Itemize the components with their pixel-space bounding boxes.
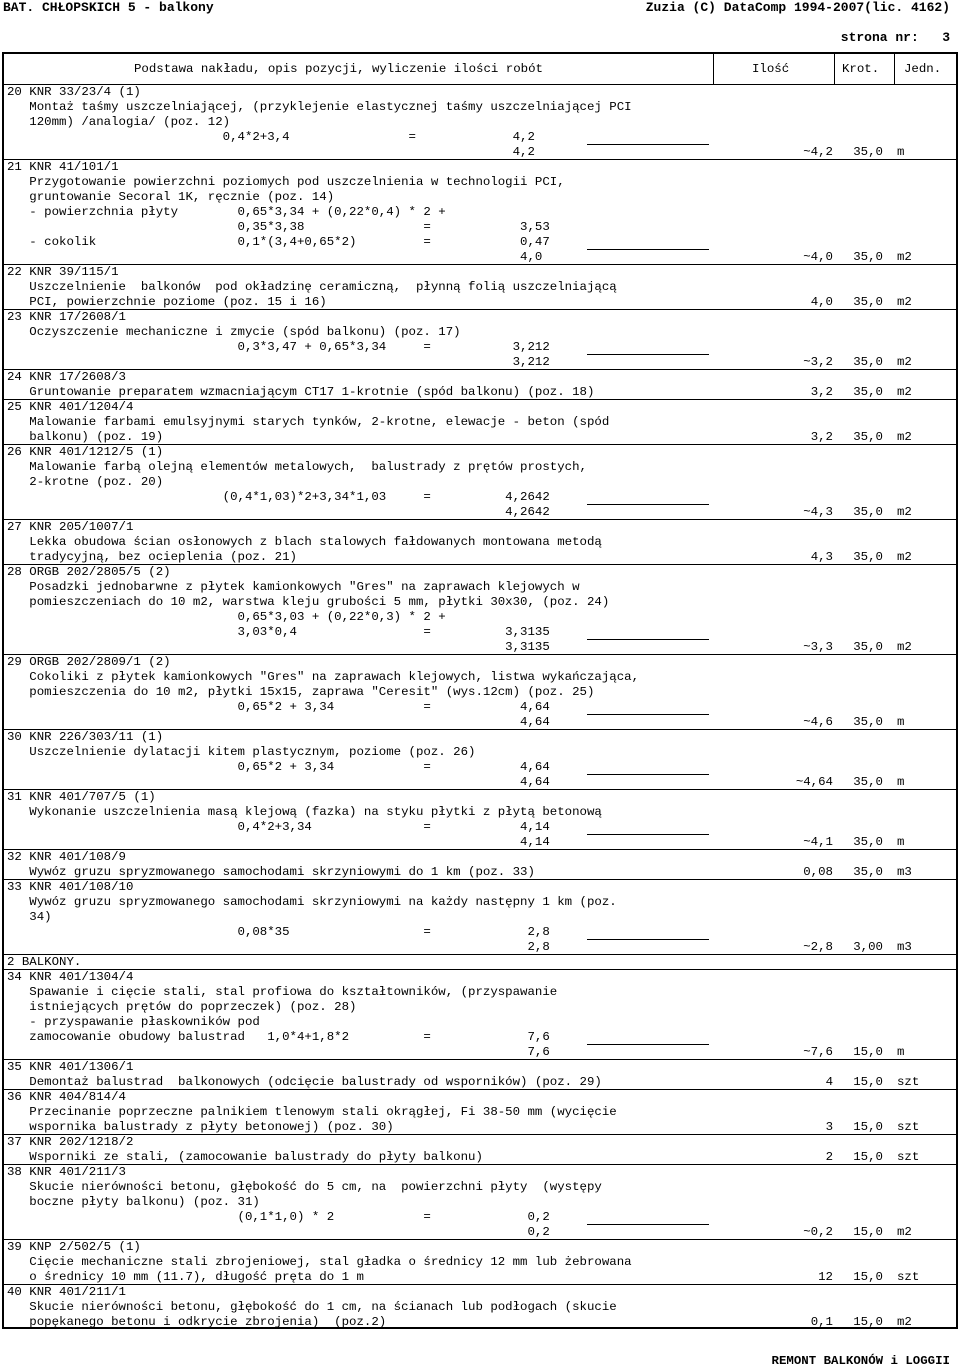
table-row-text: 0,35*3,38 = 3,53 xyxy=(7,220,550,234)
table-row-text: - powierzchnia płyty 0,65*3,34 + (0,22*0,4) * 2 + xyxy=(7,205,446,219)
unit-cell: m2 xyxy=(897,385,912,399)
table-row-text: 26 KNR 401/1212/5 (1) xyxy=(7,445,164,459)
subtotal-underline xyxy=(587,504,709,505)
table-row-text: 4,64 xyxy=(7,715,550,729)
table-row-text: Malowanie farbą olejną elementów metalowych, balustrady z prętów prostych, xyxy=(7,460,587,474)
table-row-text: 2,8 xyxy=(7,940,550,954)
table-row-text: Spawanie i cięcie stali, stal profiowa do kształtowników, (przyspawanie xyxy=(7,985,558,999)
table-row-text: pomieszczenia do 10 m2, płytki 15x15, zaprawa "Ceresit" (wys.12cm) (poz. 25) xyxy=(7,685,595,699)
multiplier-cell: 35,0 xyxy=(853,715,883,729)
table-row-text: 29 ORGB 202/2809/1 (2) xyxy=(7,655,171,669)
multiplier-cell: 35,0 xyxy=(853,865,883,879)
table-row-text: popękanego betonu i odkrycie zbrojenia) (poz.2) xyxy=(7,1315,387,1329)
quantity-cell: ~7,6 xyxy=(803,1045,833,1059)
row-separator xyxy=(4,1239,956,1240)
table-row-text: Cokoliki z płytek kamionkowych "Gres" na zaprawach klejowych, listwa wykańczająca, xyxy=(7,670,640,684)
row-separator xyxy=(4,369,956,370)
table-row-text: 35 KNR 401/1306/1 xyxy=(7,1060,134,1074)
table-row-text: 3,212 xyxy=(7,355,550,369)
multiplier-cell: 35,0 xyxy=(853,775,883,789)
multiplier-cell: 15,0 xyxy=(853,1075,883,1089)
table-row-text: (0,4*1,03)*2+3,34*1,03 = 4,2642 xyxy=(7,490,550,504)
header-right: Zuzia (C) DataComp 1994-2007(lic. 4162) xyxy=(645,0,950,15)
quantity-cell: 12 xyxy=(818,1270,833,1284)
multiplier-cell: 35,0 xyxy=(853,430,883,444)
table-row-text: Montaż taśmy uszczelniającej, (przyklejenie elastycznej taśmy uszczelniającej PCI xyxy=(7,100,632,114)
table-row-text: - przyspawanie płaskowników pod xyxy=(7,1015,260,1029)
subtotal-underline xyxy=(587,1044,709,1045)
table-row-text: Wywóz gruzu spryzmowanego samochodami skrzyniowymi do 1 km (poz. 33) xyxy=(7,865,535,879)
table-row-text: 28 ORGB 202/2805/5 (2) xyxy=(7,565,171,579)
row-separator xyxy=(4,1059,956,1060)
unit-cell: m xyxy=(897,1045,905,1059)
multiplier-cell: 15,0 xyxy=(853,1315,883,1329)
col-header-description: Podstawa nakładu, opis pozycji, wyliczenie ilości robót xyxy=(134,62,543,76)
quantity-cell: 0,1 xyxy=(810,1315,833,1329)
col-header-unit: Jedn. xyxy=(904,62,942,76)
subtotal-underline xyxy=(587,144,709,145)
unit-cell: m2 xyxy=(897,505,912,519)
table-row-text: 2-krotne (poz. 20) xyxy=(7,475,164,489)
header-left: BAT. CHŁOPSKICH 5 - balkony xyxy=(3,0,214,15)
quantity-cell: 4,3 xyxy=(810,550,833,564)
unit-cell: m3 xyxy=(897,865,912,879)
quantity-cell: 4,0 xyxy=(810,295,833,309)
multiplier-cell: 35,0 xyxy=(853,640,883,654)
unit-cell: m2 xyxy=(897,1225,912,1239)
table-row-text: Wywóz gruzu spryzmowanego samochodami skrzyniowymi na każdy następny 1 km (poz. xyxy=(7,895,617,909)
table-row-text: 7,6 xyxy=(7,1045,550,1059)
subtotal-underline xyxy=(587,939,709,940)
table-row-text: balkonu) (poz. 19) xyxy=(7,430,164,444)
table-row-text: Oczyszczenie mechaniczne i zmycie (spód balkonu) (poz. 17) xyxy=(7,325,461,339)
col-divider-quantity xyxy=(834,54,835,84)
unit-cell: m2 xyxy=(897,640,912,654)
quantity-cell: ~3,3 xyxy=(803,640,833,654)
table-row-text: (0,1*1,0) * 2 = 0,2 xyxy=(7,1210,550,1224)
subtotal-underline xyxy=(587,774,709,775)
quantity-cell: 4 xyxy=(825,1075,833,1089)
subtotal-underline xyxy=(587,834,709,835)
subtotal-underline xyxy=(587,249,709,250)
table-row-text: 0,65*2 + 3,34 = 4,64 xyxy=(7,700,550,714)
unit-cell: m2 xyxy=(897,550,912,564)
cost-table xyxy=(2,52,958,1329)
table-row-text: pomieszczeniach do 10 m2, warstwa kleju grubości 5 mm, płytki 30x30, (poz. 24) xyxy=(7,595,610,609)
row-separator xyxy=(4,399,956,400)
multiplier-cell: 35,0 xyxy=(853,250,883,264)
unit-cell: m2 xyxy=(897,295,912,309)
multiplier-cell: 15,0 xyxy=(853,1270,883,1284)
row-separator xyxy=(4,954,956,955)
table-row-text: Gruntowanie preparatem wzmacniającym CT17 1-krotnie (spód balkonu) (poz. 18) xyxy=(7,385,595,399)
table-row-text: PCI, powierzchnie poziome (poz. 15 i 16) xyxy=(7,295,327,309)
quantity-cell: 3,2 xyxy=(810,430,833,444)
footer-title: REMONT BALKONÓW i LOGGII xyxy=(771,1354,950,1368)
unit-cell: szt xyxy=(897,1270,920,1284)
table-row-text: Skucie nierówności betonu, głębokość do 5 cm, na powierzchni płyty (występy xyxy=(7,1180,602,1194)
table-row-text: Wykonanie uszczelnienia masą klejową (fazka) na styku płytki z płytą betonową xyxy=(7,805,602,819)
row-separator xyxy=(4,849,956,850)
table-row-text: istniejących prętów do poprzeczek) (poz. 28) xyxy=(7,1000,357,1014)
table-row-text: 0,65*2 + 3,34 = 4,64 xyxy=(7,760,550,774)
table-row-text: 0,2 xyxy=(7,1225,550,1239)
multiplier-cell: 35,0 xyxy=(853,295,883,309)
subtotal-underline xyxy=(587,714,709,715)
multiplier-cell: 15,0 xyxy=(853,1045,883,1059)
multiplier-cell: 35,0 xyxy=(853,550,883,564)
table-row-text: 37 KNR 202/1218/2 xyxy=(7,1135,134,1149)
quantity-cell: ~4,6 xyxy=(803,715,833,729)
multiplier-cell: 35,0 xyxy=(853,355,883,369)
quantity-cell: 3 xyxy=(825,1120,833,1134)
table-row-text: Malowanie farbami emulsyjnymi starych tynków, 2-krotne, elewacje - beton (spód xyxy=(7,415,610,429)
table-row-text: 4,0 xyxy=(7,250,543,264)
table-row-text: 23 KNR 17/2608/1 xyxy=(7,310,126,324)
quantity-cell: ~4,0 xyxy=(803,250,833,264)
row-separator xyxy=(4,879,956,880)
table-row-text: boczne płyty balkonu) (poz. 31) xyxy=(7,1195,260,1209)
col-divider-description xyxy=(713,54,714,84)
table-row-text: 0,4*2+3,4 = 4,2 xyxy=(7,130,535,144)
table-row-text: 4,14 xyxy=(7,835,550,849)
unit-cell: m xyxy=(897,145,905,159)
row-separator xyxy=(4,519,956,520)
unit-cell: m2 xyxy=(897,250,912,264)
table-row-text: 33 KNR 401/108/10 xyxy=(7,880,134,894)
row-separator xyxy=(4,159,956,160)
row-separator xyxy=(4,1089,956,1090)
table-row-text: 25 KNR 401/1204/4 xyxy=(7,400,134,414)
quantity-cell: 0,08 xyxy=(803,865,833,879)
table-row-text: 31 KNR 401/707/5 (1) xyxy=(7,790,156,804)
table-row-text: 20 KNR 33/23/4 (1) xyxy=(7,85,141,99)
quantity-cell: ~4,3 xyxy=(803,505,833,519)
unit-cell: m2 xyxy=(897,1315,912,1329)
unit-cell: m3 xyxy=(897,940,912,954)
unit-cell: m xyxy=(897,835,905,849)
table-row-text: 0,08*35 = 2,8 xyxy=(7,925,550,939)
quantity-cell: ~3,2 xyxy=(803,355,833,369)
row-separator xyxy=(4,1134,956,1135)
quantity-cell: ~4,2 xyxy=(803,145,833,159)
table-row-text: tradycyjną, bez ocieplenia (poz. 21) xyxy=(7,550,297,564)
table-row-text: 40 KNR 401/211/1 xyxy=(7,1285,126,1299)
unit-cell: m2 xyxy=(897,430,912,444)
row-separator xyxy=(4,309,956,310)
header-rule xyxy=(4,84,956,85)
table-row-text: 4,64 xyxy=(7,775,550,789)
subtotal-underline xyxy=(587,1224,709,1225)
table-row-text: gruntowanie Secoral 1K, ręcznie (poz. 14) xyxy=(7,190,335,204)
row-separator xyxy=(4,1164,956,1165)
table-row-text: 30 KNR 226/303/11 (1) xyxy=(7,730,164,744)
unit-cell: m xyxy=(897,715,905,729)
quantity-cell: ~0,2 xyxy=(803,1225,833,1239)
col-header-multiplier: Krot. xyxy=(842,62,880,76)
page-label: strona nr: xyxy=(840,30,919,45)
table-row-text: Uszczelnienie balkonów pod okładzinę ceramiczną, płynną folią uszczelniającą xyxy=(7,280,617,294)
table-row-text: 0,65*3,03 + (0,22*0,3) * 2 + xyxy=(7,610,446,624)
subtotal-underline xyxy=(587,639,709,640)
quantity-cell: 2 xyxy=(825,1150,833,1164)
multiplier-cell: 35,0 xyxy=(853,385,883,399)
unit-cell: szt xyxy=(897,1075,920,1089)
unit-cell: szt xyxy=(897,1150,920,1164)
table-row-text: 32 KNR 401/108/9 xyxy=(7,850,126,864)
table-row-text: Demontaż balustrad balkonowych (odcięcie balustrady od wsporników) (poz. 29) xyxy=(7,1075,602,1089)
table-row-text: 3,03*0,4 = 3,3135 xyxy=(7,625,550,639)
multiplier-cell: 35,0 xyxy=(853,505,883,519)
table-row-text: 36 KNR 404/814/4 xyxy=(7,1090,126,1104)
multiplier-cell: 35,0 xyxy=(853,835,883,849)
table-row-text: o średnicy 10 mm (11.7), długość pręta do 1 m xyxy=(7,1270,364,1284)
multiplier-cell: 15,0 xyxy=(853,1150,883,1164)
col-header-quantity: Ilość xyxy=(752,62,790,76)
table-row-text: Przecinanie poprzeczne palnikiem tlenowym stali okrągłej, Fi 38-50 mm (wycięcie xyxy=(7,1105,617,1119)
table-row-text: 2 BALKONY. xyxy=(7,955,82,969)
table-row-text: zamocowanie obudowy balustrad 1,0*4+1,8*2 = 7,6 xyxy=(7,1030,550,1044)
page-number: 3 xyxy=(942,30,950,45)
table-row-text: 38 KNR 401/211/3 xyxy=(7,1165,126,1179)
table-row-text: 3,3135 xyxy=(7,640,550,654)
unit-cell: szt xyxy=(897,1120,920,1134)
table-row-text: Uszczelnienie dylatacji kitem plastycznym, poziome (poz. 26) xyxy=(7,745,476,759)
table-row-text: Wsporniki ze stali, (zamocowanie balustrady do płyty balkonu) xyxy=(7,1150,483,1164)
table-row-text: Skucie nierówności betonu, głębokość do 1 cm, na ścianach lub podłogach (skucie xyxy=(7,1300,617,1314)
table-row-text: Posadzki jednobarwne z płytek kamionkowych "Gres" na zaprawach klejowych w xyxy=(7,580,580,594)
row-separator xyxy=(4,969,956,970)
unit-cell: m xyxy=(897,775,905,789)
table-row-text: Przygotowanie powierzchni poziomych pod uszczelnienia w technologii PCI, xyxy=(7,175,565,189)
row-separator xyxy=(4,1284,956,1285)
table-row-text: Lekka obudowa ścian osłonowych z blach stalowych fałdowanych montowana metodą xyxy=(7,535,602,549)
multiplier-cell: 35,0 xyxy=(853,145,883,159)
table-row-text: 22 KNR 39/115/1 xyxy=(7,265,119,279)
multiplier-cell: 15,0 xyxy=(853,1120,883,1134)
page-number-line xyxy=(825,15,950,45)
table-row-text: 27 KNR 205/1007/1 xyxy=(7,520,134,534)
table-row-text: Cięcie mechaniczne stali zbrojeniowej, stal gładka o średnicy 12 mm lub żebrowana xyxy=(7,1255,632,1269)
unit-cell: m2 xyxy=(897,355,912,369)
table-row-text: 21 KNR 41/101/1 xyxy=(7,160,119,174)
quantity-cell: ~2,8 xyxy=(803,940,833,954)
multiplier-cell: 3,00 xyxy=(853,940,883,954)
table-row-text: - cokolik 0,1*(3,4+0,65*2) = 0,47 xyxy=(7,235,550,249)
table-row-text: 34 KNR 401/1304/4 xyxy=(7,970,134,984)
subtotal-underline xyxy=(587,354,709,355)
table-row-text: 24 KNR 17/2608/3 xyxy=(7,370,126,384)
col-divider-multiplier xyxy=(894,54,895,84)
table-row-text: 120mm) /analogia/ (poz. 12) xyxy=(7,115,231,129)
table-row-text: 0,3*3,47 + 0,65*3,34 = 3,212 xyxy=(7,340,550,354)
table-row-text: 4,2642 xyxy=(7,505,550,519)
quantity-cell: 3,2 xyxy=(810,385,833,399)
table-row-text: 0,4*2+3,34 = 4,14 xyxy=(7,820,550,834)
table-row-text: wspornika balustrady z płyty betonowej) (poz. 30) xyxy=(7,1120,394,1134)
table-row-text: 34) xyxy=(7,910,52,924)
table-row-text: 39 KNP 2/502/5 (1) xyxy=(7,1240,141,1254)
row-separator xyxy=(4,264,956,265)
quantity-cell: ~4,1 xyxy=(803,835,833,849)
multiplier-cell: 15,0 xyxy=(853,1225,883,1239)
quantity-cell: ~4,64 xyxy=(795,775,833,789)
table-row-text: 4,2 xyxy=(7,145,535,159)
